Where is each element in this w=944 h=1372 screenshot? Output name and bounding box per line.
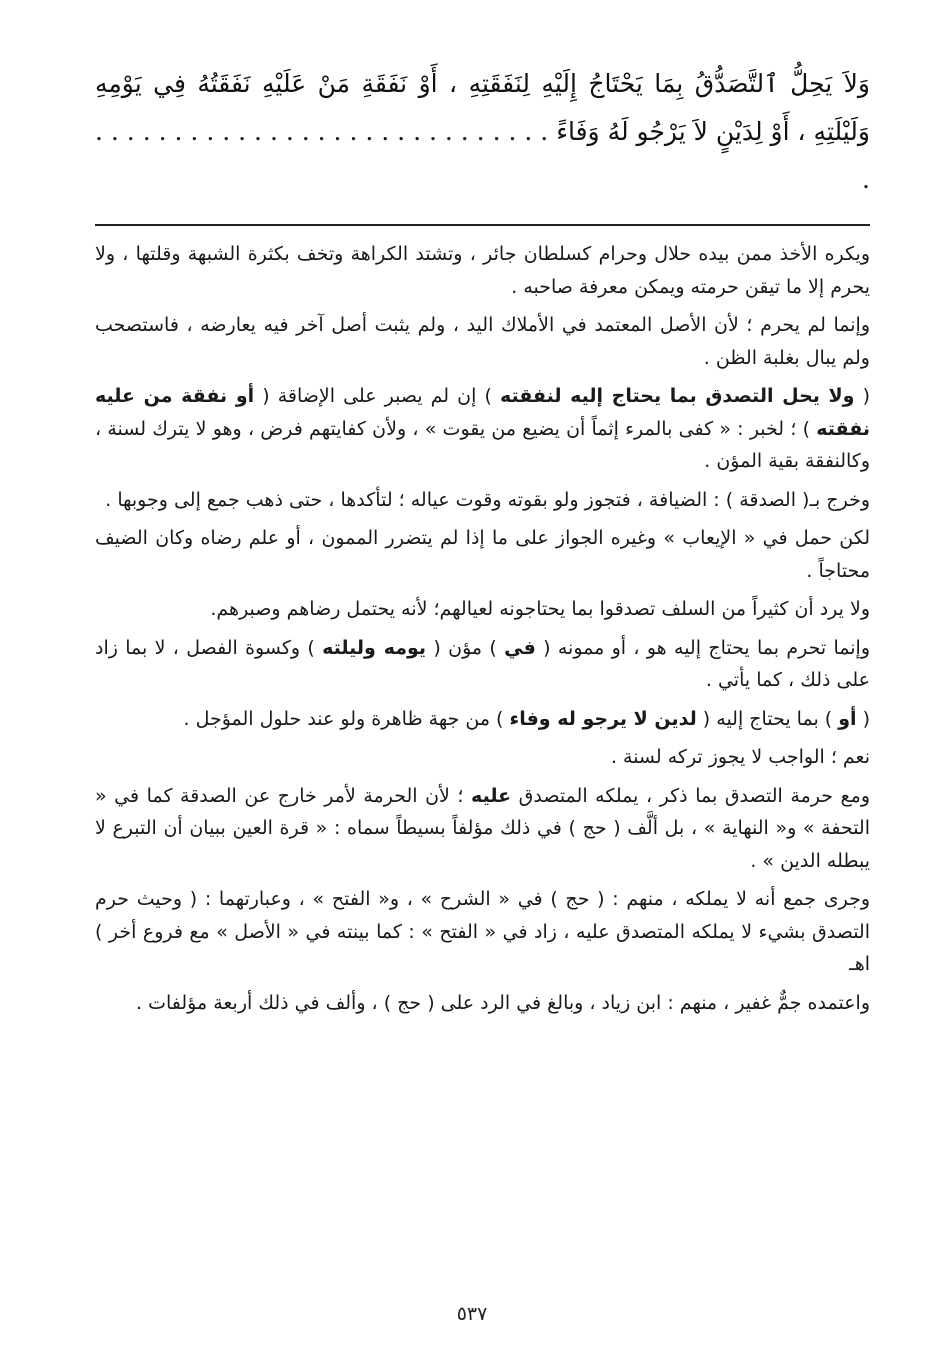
paragraph-7-text-3: ) وكسوة الفصل ، لا بما زاد على ذلك ، كما يأتي . bbox=[95, 636, 870, 691]
paragraph-7-text-2: ) مؤن ( bbox=[426, 636, 505, 659]
matn-dots: . . . . . . . . . . . . . . . . . . . . . . . . . . . . . . bbox=[95, 117, 870, 194]
paragraph-10-text-2: ؛ لأن الحرمة لأمر خارج عن الصدقة كما في « التحفة » و« النهاية » ، بل ألَّف ( حج ) في ذلك مؤلفاً بسيطاً سماه : « قرة العين ببيان أن التبرع لا يبطله الدين » . bbox=[95, 784, 870, 872]
paragraph-4: وخرج بـ( الصدقة ) : الضيافة ، فتجوز ولو بقوته وقوت عياله ؛ لتأكدها ، حتى ذهب جمع إلى وجوبها . bbox=[105, 488, 870, 511]
paragraph-1: ويكره الأخذ ممن بيده حلال وحرام كسلطان جائر ، وتشتد الكراهة وتخف بكثرة الشبهة وقلتها ، ولا يحرم إلا ما تيقن حرمته ويمكن معرفة صاحبه . bbox=[95, 243, 870, 298]
paragraph-10 bbox=[95, 780, 870, 878]
paragraph-7-matn-quote-2: يومه وليلته bbox=[322, 636, 427, 659]
paragraph-8-matn-quote-1: أو bbox=[838, 707, 857, 730]
page-body bbox=[95, 60, 870, 1025]
paragraph-8 bbox=[95, 703, 870, 736]
paragraph-7-text-1: وإنما تحرم بما يحتاج إليه هو ، أو ممونه ( bbox=[535, 636, 870, 659]
paragraph-5: لكن حمل في « الإيعاب » وغيره الجواز على ما إذا لم يتضرر الممون ، أو علم رضاه وكان الضيف محتاجاً . bbox=[95, 527, 870, 582]
matn-text bbox=[95, 60, 870, 204]
commentary bbox=[95, 238, 870, 1019]
paragraph-12: واعتمده جمٌّ غفير ، منهم : ابن زياد ، وبالغ في الرد على ( حج ) ، وألف في ذلك أربعة مؤلفات . bbox=[136, 991, 870, 1014]
paragraph-8-matn-quote-2: لدين لا يرجو له وفاء bbox=[509, 707, 697, 730]
paragraph-8-text-1: ( bbox=[856, 707, 870, 730]
matn-line-2: أَوْ لِدَيْنٍ لاَ يَرْجُو لَهُ وَفَاءً bbox=[556, 117, 790, 146]
paragraph-3-matn-quote-2: أو نفقة من عليه نفقته bbox=[95, 385, 870, 440]
paragraph-3 bbox=[95, 380, 870, 478]
paragraph-7 bbox=[95, 632, 870, 697]
paragraph-2: وإنما لم يحرم ؛ لأن الأصل المعتمد في الأملاك اليد ، ولم يثبت أصل آخر فيه يعارضه ، فاستصحب ولم يبال بغلبة الظن . bbox=[95, 314, 870, 369]
paragraph-7-matn-quote-1: في bbox=[504, 636, 536, 659]
paragraph-3-open: ( bbox=[854, 385, 870, 407]
page-number: ٥٣٧ bbox=[456, 1303, 488, 1325]
paragraph-11: وجرى جمع أنه لا يملكه ، منهم : ( حج ) في « الشرح » ، و« الفتح » ، وعبارتهما : ( وحيث حرم التصدق بشيء لا يملكه المتصدق عليه ، زاد في « الفتح » : كما بينته في « الأصل » مع فروع أخر ) اهـ bbox=[95, 888, 870, 975]
paragraph-6: ولا يرد أن كثيراً من السلف تصدقوا بما يحتاجونه لعيالهم؛ لأنه يحتمل رضاهم وصبرهم. bbox=[210, 598, 870, 620]
divider-line bbox=[95, 224, 870, 226]
paragraph-3-text-1: ) إن لم يصبر على الإضاقة ( bbox=[254, 385, 500, 407]
matn-line-1: وَلاَ يَحِلُّ ٱلتَّصَدُّقُ بِمَا يَحْتَاجُ إِلَيْهِ لِنَفَقَتِهِ ، أَوْ نَفَقَةِ مَنْ عَلَيْهِ نَفَقَتُهُ فِي يَوْمِهِ وَلَيْلَتِهِ ، bbox=[95, 69, 870, 146]
paragraph-8-text-3: ) من جهة ظاهرة ولو عند حلول المؤجل . bbox=[183, 707, 510, 730]
paragraph-8-text-2: ) بما يحتاج إليه ( bbox=[696, 707, 839, 730]
paragraph-10-text-1: ومع حرمة التصدق بما ذكر ، يملكه المتصدق bbox=[511, 784, 870, 807]
paragraph-3-matn-quote-1: ولا يحل التصدق بما يحتاج إليه لنفقته bbox=[499, 385, 855, 407]
paragraph-10-matn-quote-1: عليه bbox=[471, 784, 512, 807]
paragraph-9: نعم ؛ الواجب لا يجوز تركه لسنة . bbox=[610, 746, 870, 768]
paragraph-3-text-2: ) ؛ لخبر : « كفى بالمرء إثماً أن يضيع من يقوت » ، ولأن كفايتهم فرض ، وهو لا يترك لسنة ، وكالنفقة بقية المؤن . bbox=[95, 417, 870, 472]
